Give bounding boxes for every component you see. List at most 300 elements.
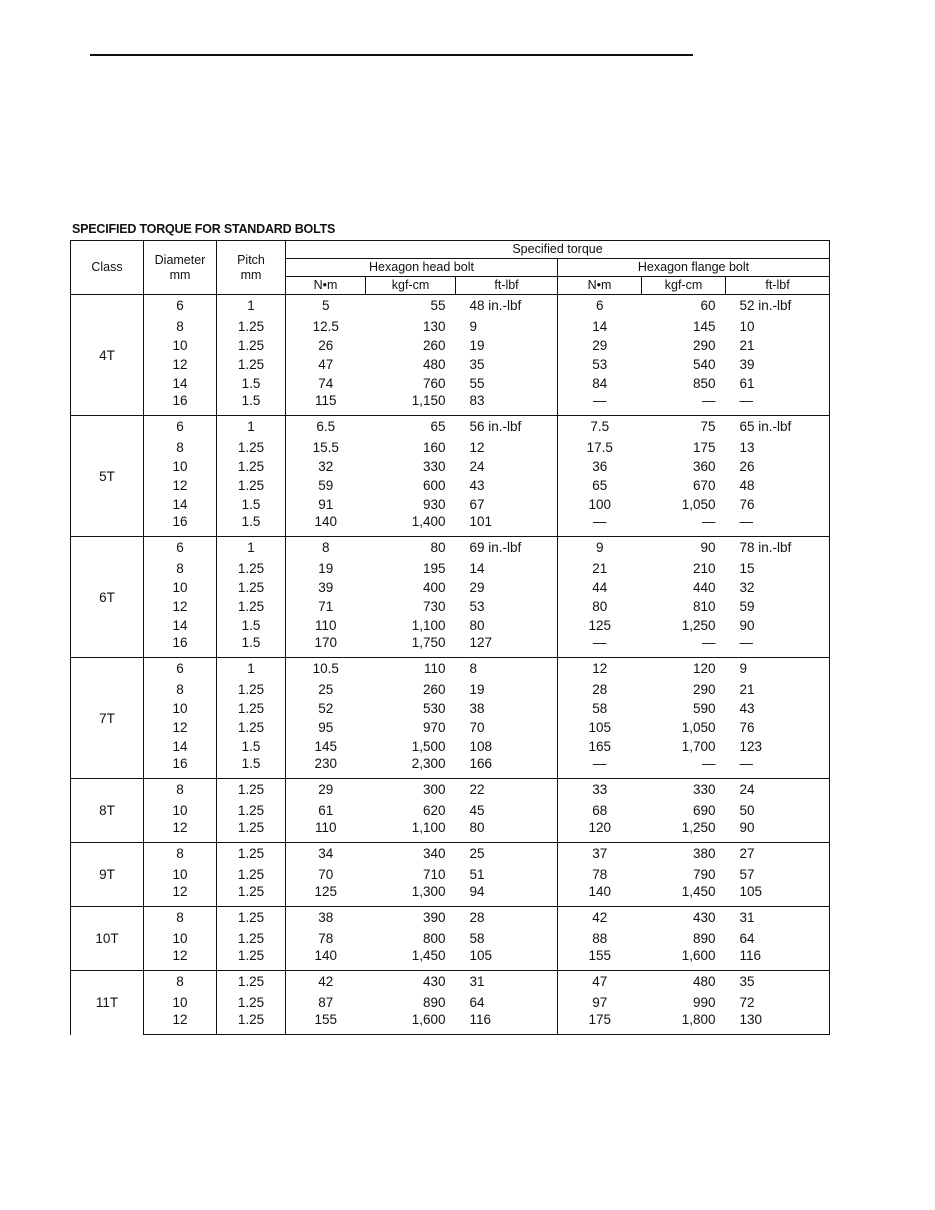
flange-ft-lbf-cell: — xyxy=(726,393,830,416)
table-row xyxy=(71,820,830,843)
pitch-cell: 1.25 xyxy=(217,597,286,616)
head-kgf-cm-cell: 760 xyxy=(422,376,446,391)
head-nm-cell: 95 xyxy=(318,720,334,735)
head-nm-cell: 47 xyxy=(318,357,334,372)
table-row xyxy=(71,680,830,699)
head-ft-lbf-cell: 19 xyxy=(469,682,485,697)
head-kgf-cm-cell: 1,450 xyxy=(366,948,456,971)
flange-ft-lbf-cell: 39 xyxy=(726,355,830,374)
flange-kgf-cm-cell: 60 xyxy=(642,295,726,318)
diameter-cell: 12 xyxy=(144,1012,217,1035)
head-kgf-cm-cell: 890 xyxy=(422,995,446,1010)
flange-nm-cell: 29 xyxy=(558,336,642,355)
head-kgf-cm-cell: 1,100 xyxy=(366,820,456,843)
head-nm-cell: 74 xyxy=(318,376,334,391)
flange-nm-cell: — xyxy=(558,514,642,537)
head-kgf-cm-cell: 930 xyxy=(422,497,446,512)
head-ft-lbf-cell: 51 xyxy=(469,867,485,882)
table-row xyxy=(71,801,830,820)
diameter-cell: 8 xyxy=(144,907,217,930)
pitch-cell: 1 xyxy=(217,658,286,681)
diameter-cell: 12 xyxy=(144,820,217,843)
header-head-nm: N•m xyxy=(286,277,366,295)
head-ft-lbf-cell: 43 xyxy=(469,478,485,493)
head-nm-cell: 29 xyxy=(286,779,366,802)
table-row xyxy=(71,737,830,756)
table-row xyxy=(71,559,830,578)
table-row xyxy=(71,907,830,930)
flange-ft-lbf-cell: 130 xyxy=(726,1012,830,1035)
class-cell: 7T xyxy=(71,658,144,779)
class-cell: 11T xyxy=(71,971,144,1035)
head-ft-lbf-cell: 12 xyxy=(469,440,485,455)
pitch-cell: 1.25 xyxy=(217,476,286,495)
head-ft-lbf-cell: 31 xyxy=(456,971,558,994)
flange-nm-cell: 58 xyxy=(558,699,642,718)
flange-kgf-cm-cell: 330 xyxy=(642,779,726,802)
flange-nm-cell: 36 xyxy=(558,457,642,476)
pitch-cell: 1 xyxy=(217,537,286,560)
head-nm-cell: 230 xyxy=(286,756,366,779)
head-ft-lbf-cell: 108 xyxy=(469,739,493,754)
flange-kgf-cm-cell: 1,450 xyxy=(642,884,726,907)
head-nm-cell: 12.5 xyxy=(312,319,339,334)
diameter-cell: 8 xyxy=(144,843,217,866)
class-cell: 4T xyxy=(71,295,144,416)
head-ft-lbf-cell: 105 xyxy=(456,948,558,971)
flange-nm-cell: 7.5 xyxy=(558,416,642,439)
table-row xyxy=(71,597,830,616)
head-nm-cell: 70 xyxy=(318,867,334,882)
header-pitch: Pitch mm xyxy=(217,241,286,295)
flange-nm-cell: — xyxy=(558,635,642,658)
pitch-cell: 1.25 xyxy=(217,865,286,884)
flange-kgf-cm-cell: 480 xyxy=(642,971,726,994)
flange-nm-cell: — xyxy=(558,393,642,416)
flange-kgf-cm-cell: 210 xyxy=(692,561,716,576)
head-nm-cell: 140 xyxy=(286,948,366,971)
head-nm-cell: 59 xyxy=(318,478,334,493)
head-nm-cell: 140 xyxy=(286,514,366,537)
head-ft-lbf-cell: 64 xyxy=(469,995,485,1010)
head-ft-lbf-cell: 38 xyxy=(469,701,485,716)
flange-nm-cell: 33 xyxy=(558,779,642,802)
flange-kgf-cm-cell: 75 xyxy=(642,416,726,439)
diameter-cell: 14 xyxy=(172,497,188,512)
diameter-cell: 10 xyxy=(172,995,188,1010)
flange-nm-cell: 78 xyxy=(558,865,642,884)
diameter-cell: 10 xyxy=(172,459,188,474)
table-row xyxy=(71,393,830,416)
table-row xyxy=(71,993,830,1012)
flange-nm-cell: 9 xyxy=(558,537,642,560)
head-ft-lbf-cell: 70 xyxy=(469,720,485,735)
table-row xyxy=(71,635,830,658)
pitch-cell: 1.25 xyxy=(217,884,286,907)
head-ft-lbf-cell: 67 xyxy=(469,497,485,512)
head-nm-cell: 52 xyxy=(318,701,334,716)
table-row xyxy=(71,355,830,374)
table-row xyxy=(71,416,830,439)
table-title: SPECIFIED TORQUE FOR STANDARD BOLTS xyxy=(72,222,336,236)
flange-ft-lbf-cell: 90 xyxy=(726,820,830,843)
head-ft-lbf-cell: 116 xyxy=(456,1012,558,1035)
diameter-cell: 12 xyxy=(144,948,217,971)
head-ft-lbf-cell: 14 xyxy=(469,561,485,576)
pitch-cell: 1.25 xyxy=(217,929,286,948)
pitch-cell: 1.25 xyxy=(217,578,286,597)
head-ft-lbf-cell: 45 xyxy=(469,803,485,818)
head-nm-cell: 125 xyxy=(286,884,366,907)
head-kgf-cm-cell: 260 xyxy=(422,682,446,697)
head-kgf-cm-cell: 330 xyxy=(422,459,446,474)
flange-ft-lbf-cell: 9 xyxy=(726,658,830,681)
pitch-cell: 1.25 xyxy=(217,355,286,374)
diameter-cell: 12 xyxy=(172,478,188,493)
diameter-cell: 6 xyxy=(144,658,217,681)
flange-ft-lbf-cell: 10 xyxy=(726,317,830,336)
flange-ft-lbf-cell: 57 xyxy=(726,865,830,884)
table-row xyxy=(71,699,830,718)
diameter-cell: 8 xyxy=(176,561,184,576)
head-nm-cell: 170 xyxy=(286,635,366,658)
table-row xyxy=(71,779,830,802)
head-ft-lbf-cell: 83 xyxy=(456,393,558,416)
head-kgf-cm-cell: 300 xyxy=(366,779,456,802)
head-ft-lbf-cell: 69 in.-lbf xyxy=(456,537,558,560)
head-ft-lbf-cell: 58 xyxy=(469,931,485,946)
head-ft-lbf-cell: 80 xyxy=(456,820,558,843)
pitch-cell: 1.25 xyxy=(217,336,286,355)
flange-kgf-cm-cell: 1,700 xyxy=(681,739,716,754)
flange-nm-cell: 44 xyxy=(558,578,642,597)
pitch-cell: 1.25 xyxy=(217,779,286,802)
diameter-cell: 12 xyxy=(172,720,188,735)
head-ft-lbf-cell: 53 xyxy=(469,599,485,614)
head-nm-cell: 61 xyxy=(318,803,334,818)
flange-ft-lbf-cell: — xyxy=(726,756,830,779)
flange-nm-cell: 175 xyxy=(558,1012,642,1035)
pitch-cell: 1.5 xyxy=(217,737,286,756)
head-kgf-cm-cell: 800 xyxy=(422,931,446,946)
flange-kgf-cm-cell: 690 xyxy=(692,803,716,818)
head-nm-cell: 34 xyxy=(286,843,366,866)
pitch-cell: 1.5 xyxy=(217,495,286,514)
header-flange-ft-lbf: ft-lbf xyxy=(726,277,830,295)
head-ft-lbf-cell: 19 xyxy=(469,338,485,353)
table-row xyxy=(71,495,830,514)
head-nm-cell: 39 xyxy=(318,580,334,595)
flange-ft-lbf-cell: — xyxy=(726,635,830,658)
head-ft-lbf-cell: 127 xyxy=(456,635,558,658)
pitch-cell: 1.25 xyxy=(217,317,286,336)
flange-ft-lbf-cell: 15 xyxy=(726,559,830,578)
diameter-cell: 14 xyxy=(172,739,188,754)
diameter-cell: 12 xyxy=(144,884,217,907)
flange-nm-cell: 47 xyxy=(558,971,642,994)
diameter-cell: 8 xyxy=(176,682,184,697)
pitch-cell: 1.25 xyxy=(217,718,286,737)
pitch-cell: 1.25 xyxy=(217,699,286,718)
flange-ft-lbf-cell: 105 xyxy=(726,884,830,907)
head-ft-lbf-cell: 48 in.-lbf xyxy=(456,295,558,318)
table-row xyxy=(71,578,830,597)
pitch-cell: 1.5 xyxy=(217,635,286,658)
flange-ft-lbf-cell: 65 in.-lbf xyxy=(726,416,830,439)
header-hexagon-flange-bolt: Hexagon flange bolt xyxy=(558,259,830,277)
header-flange-kgf-cm: kgf-cm xyxy=(642,277,726,295)
head-kgf-cm-cell: 65 xyxy=(366,416,456,439)
flange-kgf-cm-cell: 90 xyxy=(642,537,726,560)
flange-ft-lbf-cell: 64 xyxy=(726,929,830,948)
diameter-cell: 12 xyxy=(172,357,188,372)
class-cell: 6T xyxy=(71,537,144,658)
head-kgf-cm-cell: 1,150 xyxy=(366,393,456,416)
flange-ft-lbf-cell: 32 xyxy=(726,578,830,597)
flange-kgf-cm-cell: 430 xyxy=(642,907,726,930)
table-row xyxy=(71,718,830,737)
head-ft-lbf-cell: 22 xyxy=(456,779,558,802)
flange-ft-lbf-cell: 21 xyxy=(726,680,830,699)
flange-kgf-cm-cell: 890 xyxy=(692,931,716,946)
flange-kgf-cm-cell: 380 xyxy=(642,843,726,866)
diameter-cell: 16 xyxy=(144,756,217,779)
table-row xyxy=(71,884,830,907)
pitch-cell: 1 xyxy=(217,295,286,318)
head-kgf-cm-cell: 730 xyxy=(422,599,446,614)
flange-ft-lbf-cell: 61 xyxy=(726,374,830,393)
diameter-cell: 10 xyxy=(172,580,188,595)
flange-nm-cell: 6 xyxy=(558,295,642,318)
flange-kgf-cm-cell: 120 xyxy=(642,658,726,681)
flange-kgf-cm-cell: 790 xyxy=(692,867,716,882)
table-row xyxy=(71,616,830,635)
flange-kgf-cm-cell: 1,600 xyxy=(642,948,726,971)
table-row xyxy=(71,438,830,457)
head-nm-cell: 71 xyxy=(318,599,334,614)
head-ft-lbf-cell: 101 xyxy=(456,514,558,537)
pitch-cell: 1.25 xyxy=(217,843,286,866)
head-nm-cell: 32 xyxy=(318,459,334,474)
flange-kgf-cm-cell: 360 xyxy=(692,459,716,474)
pitch-cell: 1.25 xyxy=(217,993,286,1012)
flange-ft-lbf-cell: 35 xyxy=(726,971,830,994)
flange-ft-lbf-cell: 76 xyxy=(726,718,830,737)
class-cell: 5T xyxy=(71,416,144,537)
head-ft-lbf-cell: 25 xyxy=(456,843,558,866)
head-kgf-cm-cell: 970 xyxy=(422,720,446,735)
flange-kgf-cm-cell: 990 xyxy=(692,995,716,1010)
header-head-kgf-cm: kgf-cm xyxy=(366,277,456,295)
flange-ft-lbf-cell: 50 xyxy=(726,801,830,820)
flange-ft-lbf-cell: 24 xyxy=(726,779,830,802)
table-row xyxy=(71,374,830,393)
flange-kgf-cm-cell: 290 xyxy=(692,338,716,353)
flange-ft-lbf-cell: 123 xyxy=(726,737,830,756)
head-nm-cell: 19 xyxy=(318,561,334,576)
head-kgf-cm-cell: 1,500 xyxy=(411,739,446,754)
torque-table xyxy=(70,240,830,1035)
class-cell: 10T xyxy=(71,907,144,971)
table-row xyxy=(71,336,830,355)
table-row xyxy=(71,1012,830,1035)
head-ft-lbf-cell: 8 xyxy=(456,658,558,681)
head-kgf-cm-cell: 110 xyxy=(366,658,456,681)
head-kgf-cm-cell: 160 xyxy=(422,440,446,455)
flange-nm-cell: 65 xyxy=(558,476,642,495)
flange-kgf-cm-cell: 1,250 xyxy=(681,618,716,633)
diameter-cell: 10 xyxy=(172,803,188,818)
flange-kgf-cm-cell: — xyxy=(642,514,726,537)
diameter-cell: 14 xyxy=(172,618,188,633)
head-nm-cell: 115 xyxy=(286,393,366,416)
flange-nm-cell: 120 xyxy=(558,820,642,843)
diameter-cell: 8 xyxy=(144,779,217,802)
diameter-cell: 16 xyxy=(144,514,217,537)
pitch-cell: 1.25 xyxy=(217,907,286,930)
table-row xyxy=(71,843,830,866)
head-kgf-cm-cell: 340 xyxy=(366,843,456,866)
head-kgf-cm-cell: 1,750 xyxy=(366,635,456,658)
header-specified-torque: Specified torque xyxy=(286,241,830,259)
flange-nm-cell: 28 xyxy=(558,680,642,699)
flange-nm-cell: 155 xyxy=(558,948,642,971)
table-row xyxy=(71,514,830,537)
table-row xyxy=(71,317,830,336)
flange-kgf-cm-cell: 850 xyxy=(692,376,716,391)
diameter-cell: 16 xyxy=(144,393,217,416)
table-row xyxy=(71,658,830,681)
head-ft-lbf-cell: 9 xyxy=(469,319,478,334)
head-kgf-cm-cell: 480 xyxy=(422,357,446,372)
flange-ft-lbf-cell: 43 xyxy=(726,699,830,718)
diameter-cell: 12 xyxy=(172,599,188,614)
flange-kgf-cm-cell: — xyxy=(642,635,726,658)
flange-kgf-cm-cell: 440 xyxy=(692,580,716,595)
header-head-ft-lbf: ft-lbf xyxy=(456,277,558,295)
pitch-cell: 1.25 xyxy=(217,680,286,699)
flange-kgf-cm-cell: 1,800 xyxy=(642,1012,726,1035)
head-nm-cell: 38 xyxy=(286,907,366,930)
diameter-cell: 8 xyxy=(144,971,217,994)
table-row xyxy=(71,457,830,476)
flange-ft-lbf-cell: 76 xyxy=(726,495,830,514)
flange-kgf-cm-cell: — xyxy=(642,756,726,779)
flange-nm-cell: 105 xyxy=(558,718,642,737)
header-class: Class xyxy=(71,241,144,295)
head-kgf-cm-cell: 1,600 xyxy=(366,1012,456,1035)
flange-ft-lbf-cell: 26 xyxy=(726,457,830,476)
diameter-cell: 8 xyxy=(176,440,184,455)
pitch-cell: 1 xyxy=(217,416,286,439)
head-kgf-cm-cell: 430 xyxy=(366,971,456,994)
flange-nm-cell: 80 xyxy=(558,597,642,616)
pitch-cell: 1.25 xyxy=(217,948,286,971)
flange-kgf-cm-cell: 290 xyxy=(692,682,716,697)
flange-nm-cell: 88 xyxy=(558,929,642,948)
pitch-cell: 1.25 xyxy=(217,438,286,457)
head-kgf-cm-cell: 1,100 xyxy=(411,618,446,633)
flange-kgf-cm-cell: 540 xyxy=(692,357,716,372)
pitch-cell: 1.5 xyxy=(217,374,286,393)
flange-ft-lbf-cell: 27 xyxy=(726,843,830,866)
header-flange-nm: N•m xyxy=(558,277,642,295)
flange-nm-cell: 53 xyxy=(558,355,642,374)
head-kgf-cm-cell: 1,300 xyxy=(366,884,456,907)
flange-ft-lbf-cell: 90 xyxy=(726,616,830,635)
head-nm-cell: 145 xyxy=(314,739,338,754)
diameter-cell: 10 xyxy=(172,867,188,882)
header-diameter: Diameter mm xyxy=(144,241,217,295)
flange-nm-cell: 84 xyxy=(558,374,642,393)
diameter-cell: 6 xyxy=(144,295,217,318)
pitch-cell: 1.25 xyxy=(217,559,286,578)
head-ft-lbf-cell: 28 xyxy=(456,907,558,930)
head-nm-cell: 110 xyxy=(314,618,337,633)
head-kgf-cm-cell: 260 xyxy=(422,338,446,353)
pitch-cell: 1.25 xyxy=(217,801,286,820)
class-cell: 9T xyxy=(71,843,144,907)
flange-nm-cell: 17.5 xyxy=(558,438,642,457)
head-nm-cell: 42 xyxy=(286,971,366,994)
head-nm-cell: 25 xyxy=(318,682,334,697)
head-kgf-cm-cell: 400 xyxy=(422,580,446,595)
head-ft-lbf-cell: 166 xyxy=(456,756,558,779)
table-row xyxy=(71,865,830,884)
diameter-cell: 16 xyxy=(144,635,217,658)
table-row xyxy=(71,756,830,779)
head-nm-cell: 5 xyxy=(286,295,366,318)
head-ft-lbf-cell: 29 xyxy=(469,580,485,595)
table-row xyxy=(71,295,830,318)
flange-kgf-cm-cell: 670 xyxy=(692,478,716,493)
flange-ft-lbf-cell: 31 xyxy=(726,907,830,930)
flange-nm-cell: 125 xyxy=(558,616,642,635)
flange-nm-cell: 165 xyxy=(558,737,642,756)
head-kgf-cm-cell: 620 xyxy=(422,803,446,818)
table-row xyxy=(71,537,830,560)
table-row xyxy=(71,476,830,495)
flange-ft-lbf-cell: 52 in.-lbf xyxy=(726,295,830,318)
table-row xyxy=(71,929,830,948)
flange-ft-lbf-cell: 59 xyxy=(726,597,830,616)
head-nm-cell: 26 xyxy=(318,338,334,353)
flange-nm-cell: — xyxy=(558,756,642,779)
flange-kgf-cm-cell: 810 xyxy=(692,599,716,614)
diameter-cell: 10 xyxy=(172,338,188,353)
table-row xyxy=(71,948,830,971)
head-kgf-cm-cell: 390 xyxy=(366,907,456,930)
flange-kgf-cm-cell: 145 xyxy=(692,319,716,334)
flange-nm-cell: 100 xyxy=(558,495,642,514)
table-body xyxy=(71,295,830,1035)
flange-nm-cell: 21 xyxy=(558,559,642,578)
flange-ft-lbf-cell: 21 xyxy=(726,336,830,355)
head-kgf-cm-cell: 530 xyxy=(422,701,446,716)
flange-ft-lbf-cell: — xyxy=(726,514,830,537)
head-kgf-cm-cell: 1,400 xyxy=(366,514,456,537)
flange-nm-cell: 14 xyxy=(558,317,642,336)
head-kgf-cm-cell: 600 xyxy=(422,478,446,493)
head-kgf-cm-cell: 710 xyxy=(422,867,446,882)
flange-kgf-cm-cell: 1,050 xyxy=(681,497,716,512)
head-ft-lbf-cell: 94 xyxy=(456,884,558,907)
diameter-cell: 6 xyxy=(144,416,217,439)
pitch-cell: 1.5 xyxy=(217,756,286,779)
head-kgf-cm-cell: 55 xyxy=(366,295,456,318)
head-ft-lbf-cell: 55 xyxy=(469,376,485,391)
flange-ft-lbf-cell: 78 in.-lbf xyxy=(726,537,830,560)
